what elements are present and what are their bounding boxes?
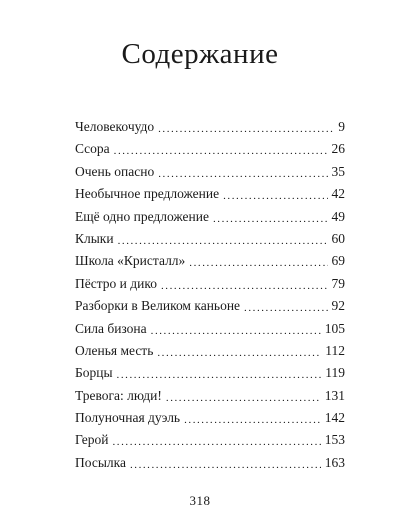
toc-entry-title: Тревога: люди!: [75, 387, 162, 403]
toc-leader-dots: [166, 388, 321, 404]
toc-leader-dots: [158, 119, 334, 135]
table-of-contents: [75, 119, 345, 477]
toc-entry-page: 69: [331, 253, 345, 269]
toc-leader-dots: [244, 298, 327, 314]
toc-entry-page: 49: [331, 208, 345, 224]
toc-entry-title: Сила бизона: [75, 320, 147, 336]
toc-entry-page: 60: [331, 230, 345, 246]
toc-entry-title: Ссора: [75, 141, 110, 157]
toc-entry: [75, 410, 345, 432]
toc-leader-dots: [189, 253, 327, 269]
toc-entry-page: 163: [324, 454, 345, 470]
toc-entry: [75, 276, 345, 298]
toc-entry: [75, 343, 345, 365]
toc-leader-dots: [118, 231, 328, 247]
toc-leader-dots: [213, 209, 328, 225]
page-title: Содержание: [121, 38, 279, 70]
toc-entry-title: Оленья месть: [75, 342, 154, 358]
toc-entry-title: Разборки в Великом каньоне: [75, 298, 241, 314]
toc-entry: [75, 321, 345, 343]
toc-entry-title: Человекочудо: [75, 119, 155, 134]
toc-entry: [75, 119, 345, 141]
toc-leader-dots: [113, 432, 321, 448]
toc-entry: [75, 455, 345, 477]
toc-leader-dots: [151, 321, 321, 337]
toc-leader-dots: [157, 343, 321, 359]
toc-entry-page: 119: [325, 365, 345, 381]
toc-entry-title: Полуночная дуэль: [75, 410, 181, 426]
toc-entry-page: 112: [325, 342, 345, 358]
toc-entry-page: 9: [338, 119, 345, 134]
toc-entry-title: Борцы: [75, 365, 113, 381]
toc-entry-page: 105: [324, 320, 345, 336]
toc-entry-page: 26: [331, 141, 345, 157]
toc-leader-dots: [130, 455, 321, 471]
toc-entry: [75, 253, 345, 275]
toc-entry: [75, 365, 345, 387]
toc-entry-page: 42: [331, 186, 345, 202]
toc-entry-page: 79: [331, 275, 345, 291]
toc-entry-title: Необычное предложение: [75, 186, 220, 202]
toc-entry-title: Пёстро и дико: [75, 275, 157, 291]
toc-entry: [75, 298, 345, 320]
toc-leader-dots: [161, 276, 328, 292]
toc-entry-page: 153: [324, 432, 345, 448]
toc-entry: [75, 164, 345, 186]
toc-entry-title: Клыки: [75, 230, 114, 246]
page-number: 318: [189, 493, 211, 508]
toc-entry-page: 142: [324, 410, 345, 426]
toc-entry: [75, 231, 345, 253]
toc-entry-page: 92: [331, 298, 345, 314]
toc-entry-title: Посылка: [75, 454, 126, 470]
toc-leader-dots: [158, 164, 327, 180]
toc-entry-page: 35: [331, 163, 345, 179]
toc-entry: [75, 209, 345, 231]
toc-entry-title: Очень опасно: [75, 163, 155, 179]
toc-entry-title: Школа «Кристалл»: [75, 253, 186, 269]
toc-entry-page: 131: [324, 387, 345, 403]
toc-leader-dots: [117, 365, 322, 381]
toc-entry: [75, 141, 345, 163]
toc-leader-dots: [223, 186, 327, 202]
toc-leader-dots: [184, 410, 321, 426]
toc-entry: [75, 432, 345, 454]
toc-entry-title: Герой: [75, 432, 109, 448]
toc-entry: [75, 186, 345, 208]
toc-entry-title: Ещё одно предложение: [75, 208, 209, 224]
toc-entry: [75, 388, 345, 410]
toc-leader-dots: [114, 141, 328, 157]
